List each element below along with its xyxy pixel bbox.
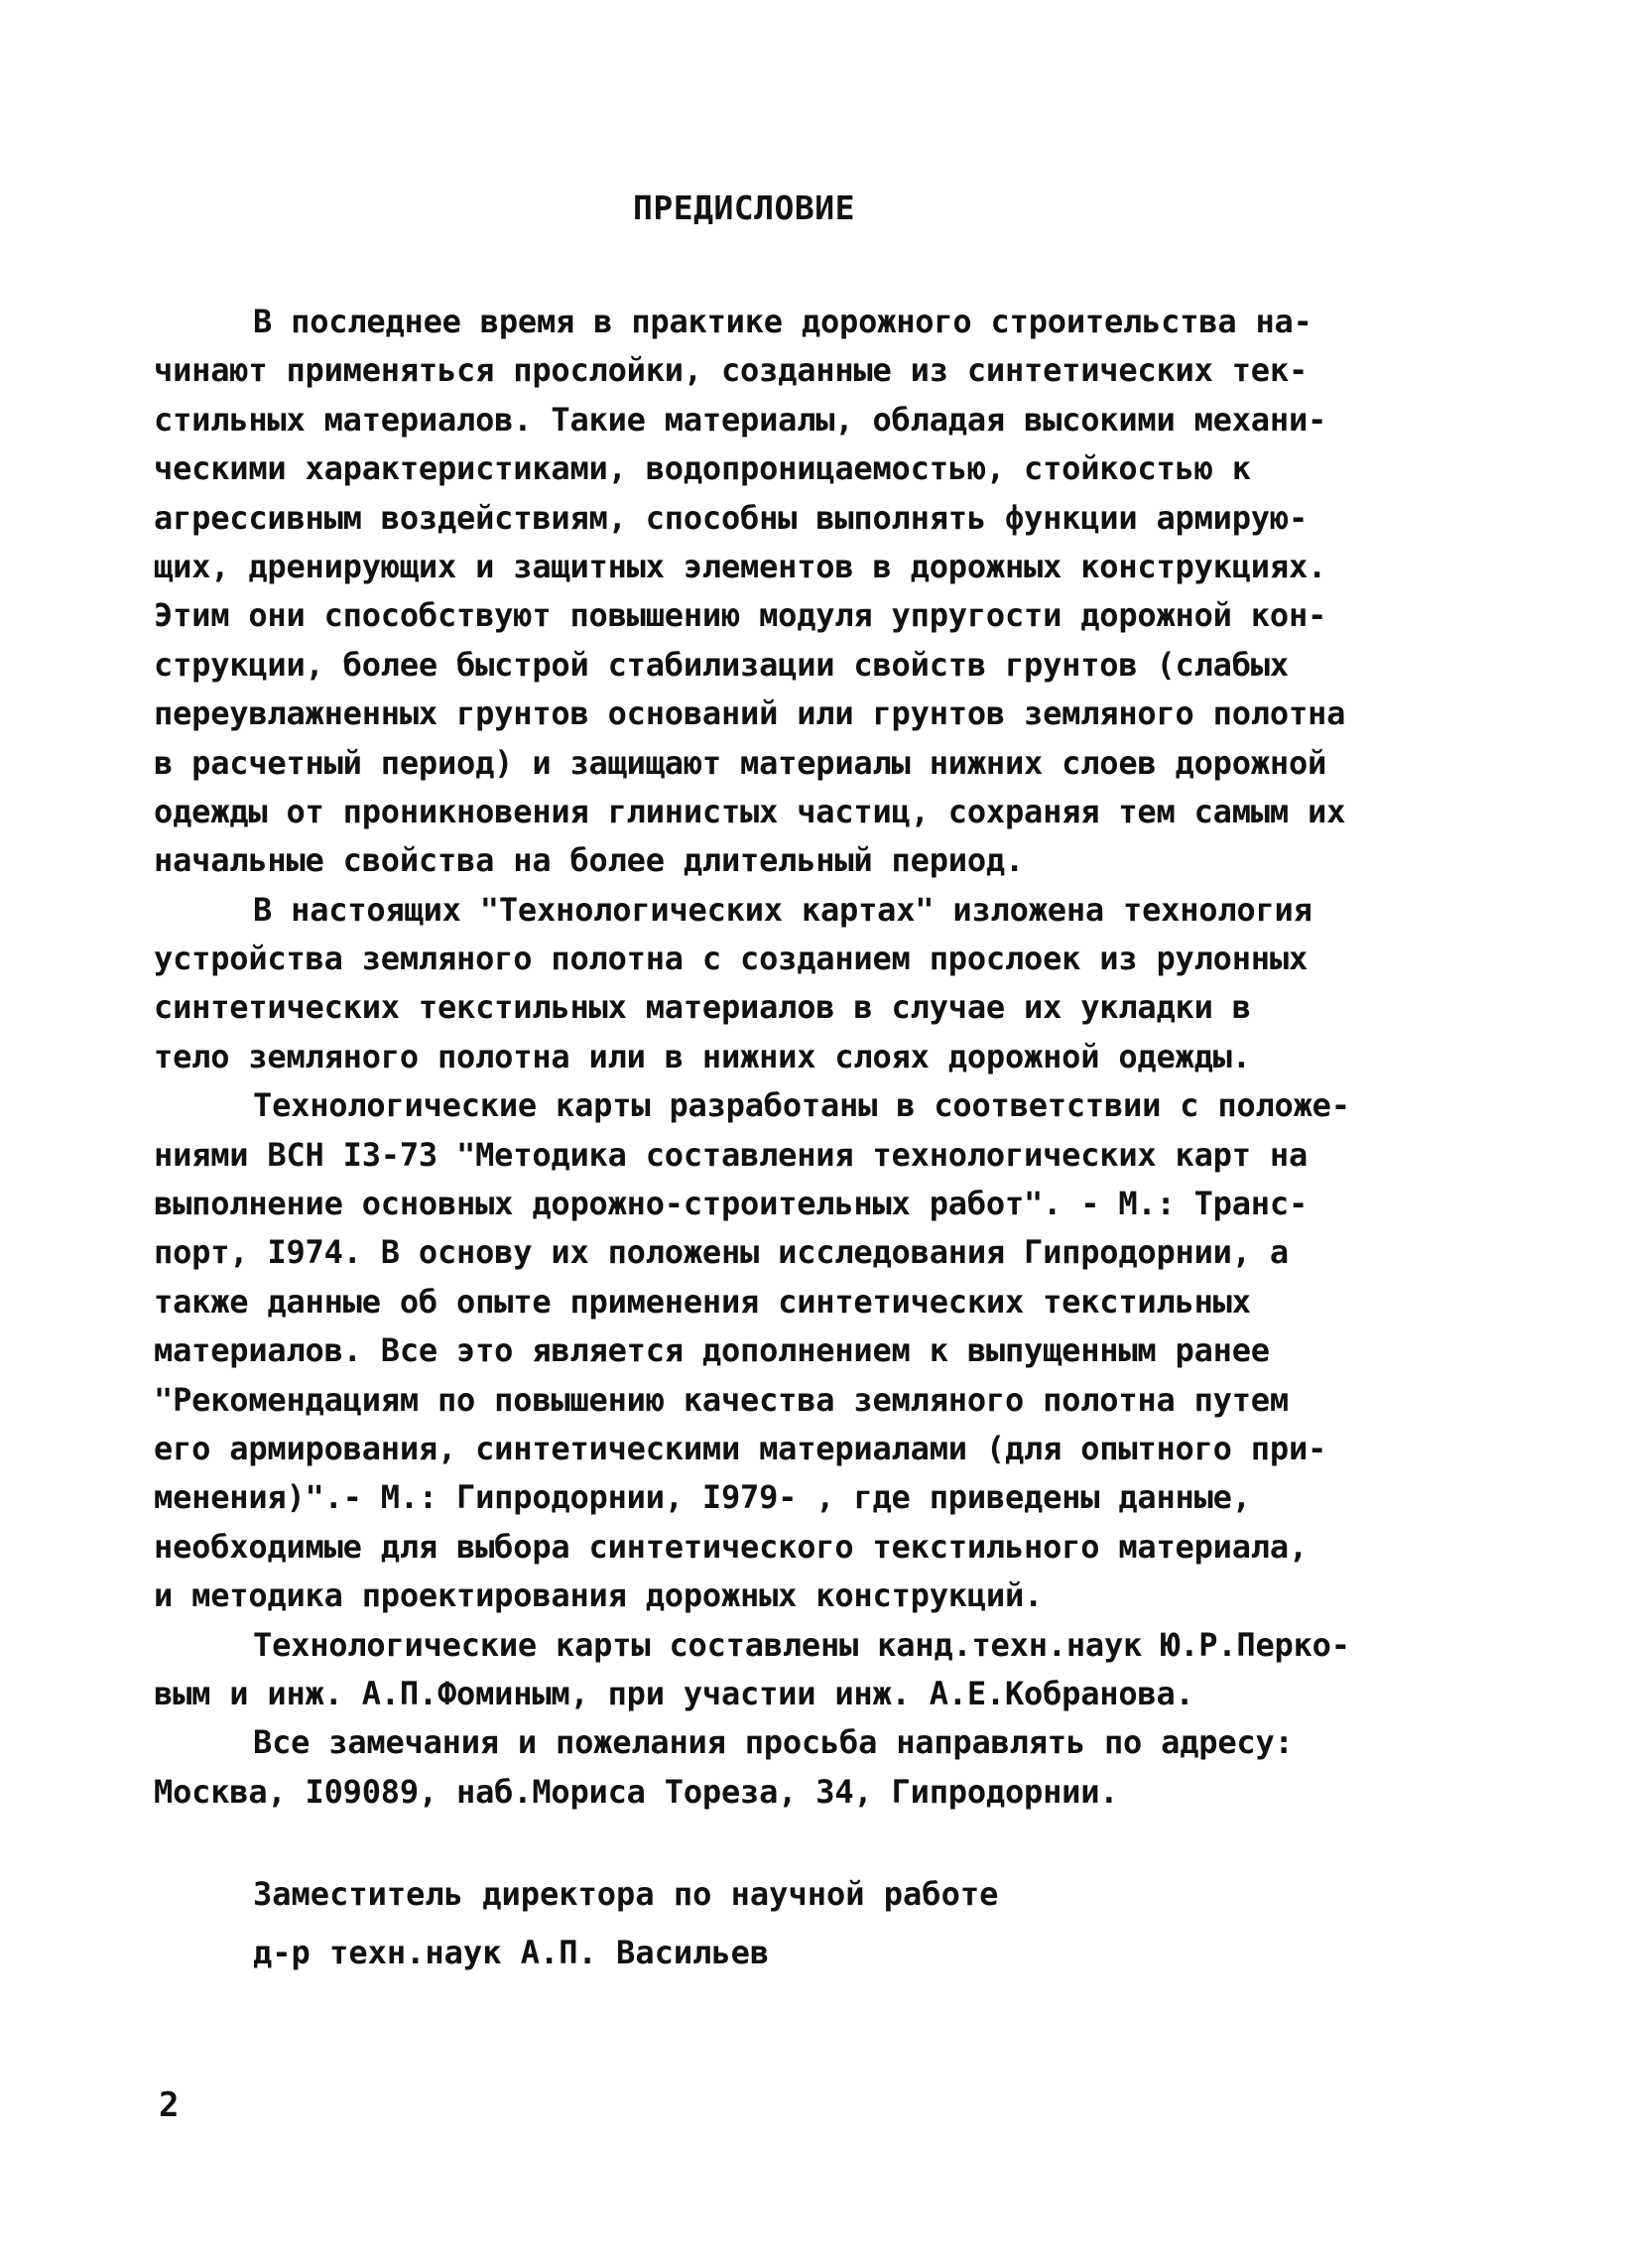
text-line: материалов. Все это является дополнением к выпущенным ранее	[154, 1331, 1270, 1370]
text-line: В последнее время в практике дорожного строительства на-	[253, 303, 1312, 340]
text-line: синтетических текстильных материалов в случае их укладки в	[154, 988, 1251, 1027]
text-line: в расчетный период) и защищают материалы нижних слоев дорожной	[154, 743, 1327, 782]
text-line: вым и инж. А.П.Фоминым, при участии инж. А.Е.Кобранова.	[154, 1674, 1194, 1712]
text-line: и методика проектирования дорожных конструкций.	[154, 1576, 1044, 1615]
text-line: щих, дренирующих и защитных элементов в дорожных конструкциях.	[154, 547, 1327, 585]
text-line: стильных материалов. Такие материалы, обладая высокими механи-	[154, 400, 1327, 439]
text-line: ниями ВСН I3-73 "Методика составления технологических карт на	[154, 1135, 1309, 1174]
text-line: тело земляного полотна или в нижних слоях дорожной одежды.	[154, 1037, 1251, 1075]
signature-title: Заместитель директора по научной работе	[253, 1875, 999, 1913]
signature-block	[253, 1865, 1344, 1982]
text-line: переувлажненных грунтов оснований или грунтов земляного полотна	[154, 694, 1346, 733]
text-line: порт, I974. В основу их положены исследования Гипродорнии, а	[154, 1233, 1289, 1272]
text-line: Этим они способствуют повышению модуля упругости дорожной кон-	[154, 596, 1327, 635]
text-line: Москва, I09089, наб.Мориса Тореза, 34, Гипродорнии.	[154, 1772, 1119, 1811]
text-line: также данные об опыте применения синтетических текстильных	[154, 1282, 1251, 1321]
page-title: ПРЕДИСЛОВИЕ	[632, 189, 856, 227]
text-line: струкции, более быстрой стабилизации свойств грунтов (слабых	[154, 645, 1289, 684]
text-line: Все замечания и пожелания просьба направлять по адресу:	[253, 1723, 1294, 1762]
text-line: Технологические карты разработаны в соответствии с положе-	[253, 1086, 1350, 1125]
text-line: "Рекомендациям по повышению качества земляного полотна путем	[154, 1380, 1289, 1419]
text-line: выполнение основных дорожно-строительных работ". - М.: Транс-	[154, 1185, 1309, 1223]
text-line: менения)".- М.: Гипродорнии, I979- , где приведены данные,	[154, 1478, 1251, 1517]
text-line: агрессивным воздействиям, способны выполнять функции армирую-	[154, 498, 1309, 537]
text-line: ческими характеристиками, водопроницаемостью, стойкостью к	[154, 449, 1251, 488]
text-line: одежды от проникновения глинистых частиц, сохраняя тем самым их	[154, 792, 1346, 830]
signature-name: д-р техн.наук А.П. Васильев	[253, 1934, 770, 1971]
text-line: Технологические карты составлены канд.техн.наук Ю.Р.Перко-	[253, 1625, 1350, 1664]
text-line: необходимые для выбора синтетического текстильного материала,	[154, 1527, 1309, 1566]
text-line: В настоящих "Технологических картах" изложена технология	[253, 890, 1312, 929]
body-text	[154, 298, 1434, 1817]
text-line: начальные свойства на более длительный период.	[154, 841, 1025, 880]
page-number: 2	[159, 2085, 180, 2125]
text-line: его армирования, синтетическими материалами (для опытного при-	[154, 1429, 1327, 1467]
text-line: устройства земляного полотна с созданием прослоек из рулонных	[154, 940, 1309, 978]
text-line: чинают применяться прослойки, созданные из синтетических тек-	[154, 351, 1309, 390]
